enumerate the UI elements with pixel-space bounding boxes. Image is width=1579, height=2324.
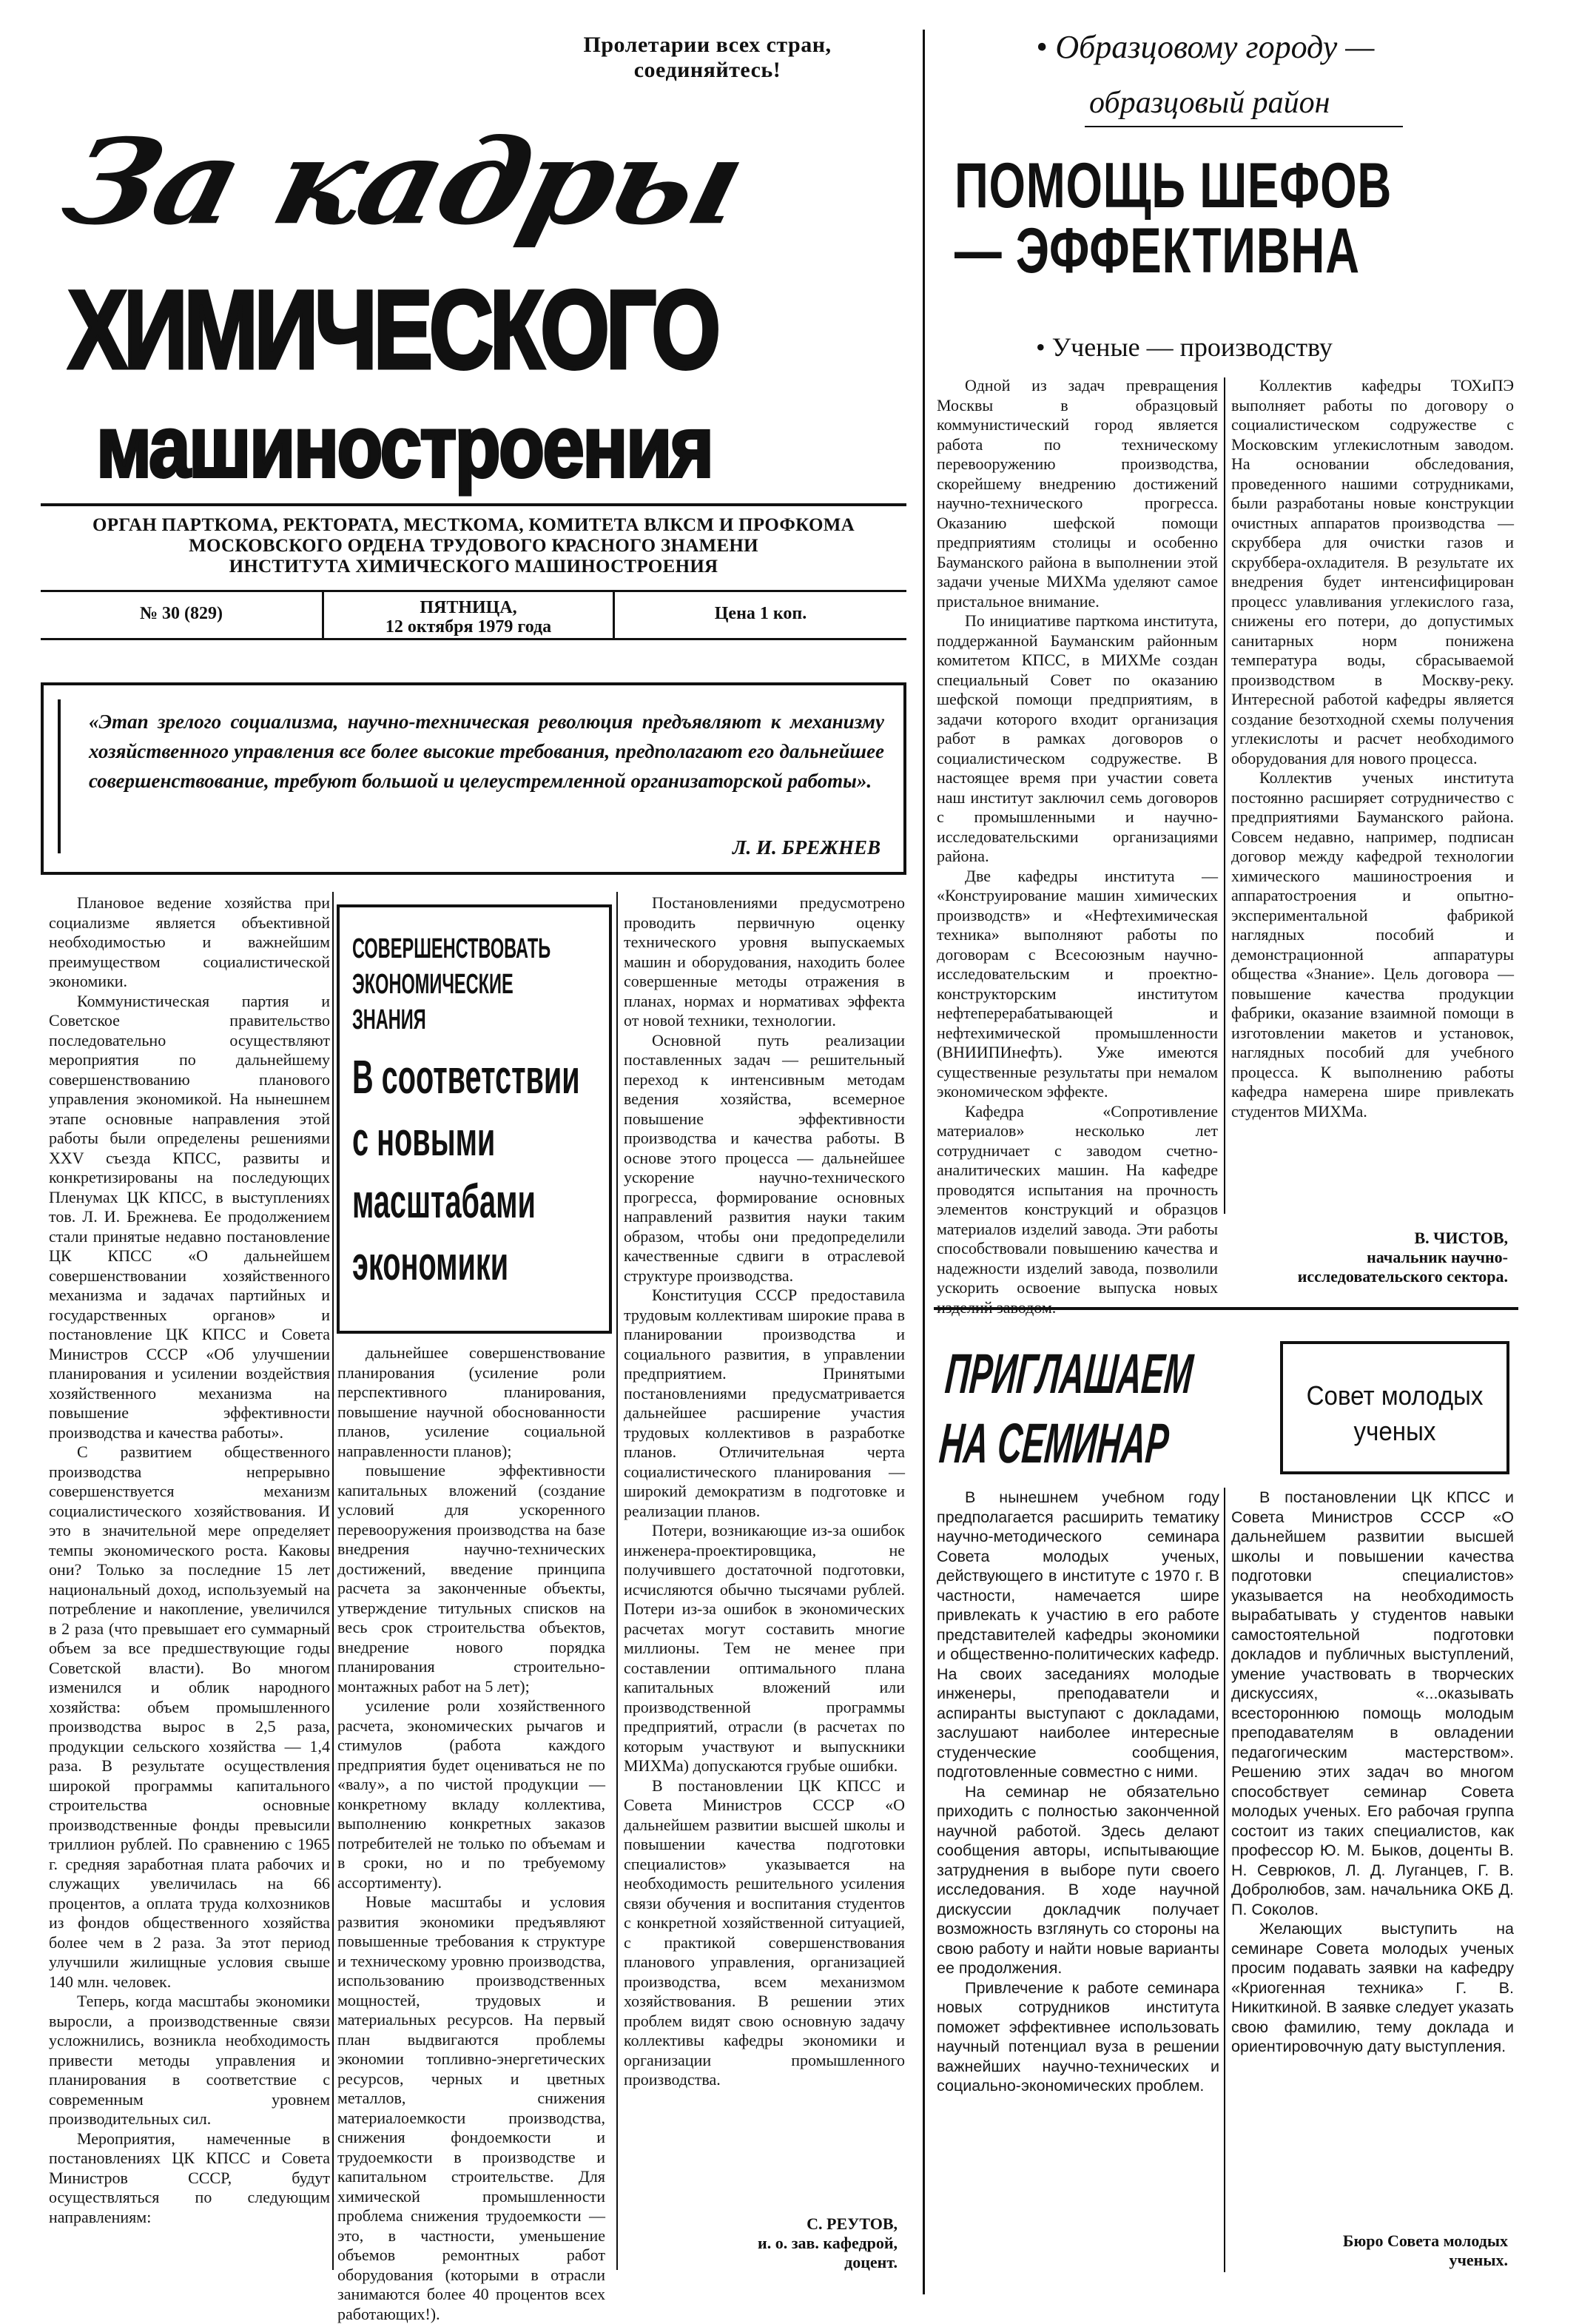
economics-col-divider-2 bbox=[616, 892, 618, 2270]
patronage-kicker-sub: образцовый район bbox=[1089, 86, 1330, 120]
seminar-column-2: В постановлении ЦК КПСС и Совета Министров СССР «О дальнейшем развитии высшей школы и повышении качества подготовки специалистов» указывается на необходимость вырабатывать у студентов навыки самостоятельной подготовки докладов и публичных выступлений, умение участвовать в творческих дискуссиях, «...оказывать всестороннюю помощь молодым преподавателям в овладении педагогическим мастерством». Решению этих задач во многом способствует семинар Совета молодых ученых. Его рабочая группа состоит из таких специалистов, как профессор Ю. М. Быков, доценты В. Н. Севрюков, Л. Д. Луганцев, Г. В. Добролюбов, зам. начальника ОКБ Д. П. Соколов. Желающих выступить на семинаре Совета молодых ученых просим подавать заявки на кафедру «Криогенная техника» Г. В. Никиткиной. В заявке следует указать свою фамилию, тему доклада и ориентировочную дату выступления. bbox=[1231, 1488, 1514, 2055]
issue-price: Цена 1 коп. bbox=[714, 604, 807, 623]
patronage-column-2: Коллектив кафедры ТОХиПЭ выполняет работы по договору о социалистическом содружестве с Московским углекислотным заводом. На основании обследования, проведенного нашими сотрудниками, были разработаны новые конструкции очистных аппаратов производства — скруббера для очистки газов и скруббера-охладителя. В результате их внедрения будет интенсифицирован процесс улавливания углекислого газа, снижены его потери, до допустимых санитарных норм понижена температура воды, сбрасываемой производством в Москву-реку. Интересной работой кафедры является создание безотходной схемы получения углекислоты и расчет необходимого оборудования для нового процесса. Коллектив ученых института постоянно расширяет сотрудничество с предприятиями Бауманского района. Совсем недавно, например, подписан договор между кафедрой технологии химического машиностроения и аппаратостроения и опытно-экспериментальной фабрикой наглядных пособий и демонстрационной аппаратуры общества «Знание». Цель договора — повышение качества продукции фабрики, оказание взаимной помощи в изготовлении макетов и установок, наглядных пособий для учебного процесса. К выполнению работы кафедра намерена шире привлекать студентов МИХМа. bbox=[1231, 376, 1514, 1121]
quote-text: «Этап зрелого социализма, научно-техническая революция предъявляют к механизму хозяйственного управления все более высокие требования, предполагают его дальнейшее совершенствование, требуют большой и целеустремленной организаторской работы». bbox=[89, 711, 884, 792]
economics-rubric: СОВЕРШЕНСТВОВАТЬ ЭКОНОМИЧЕСКИЕ ЗНАНИЯ bbox=[352, 933, 551, 1035]
masthead-organ: ОРГАН ПАРТКОМА, РЕКТОРАТА, МЕСТКОМА, КОМИТЕТА ВЛКСМ И ПРОФКОМА МОСКОВСКОГО ОРДЕНА ТРУДОВОГО КРАСНОГО ЗНАМЕНИ ИНСТИТУТА ХИМИЧЕСКОГО МАШИНОСТРОЕНИЯ bbox=[92, 515, 855, 577]
issue-bar-bottom bbox=[41, 638, 906, 640]
page-column-divider bbox=[923, 30, 925, 2294]
right-section-divider bbox=[934, 1307, 1518, 1310]
economics-column-2: дальнейшее совершенствование планирования (усиление роли перспективного планирования, повышение научной обоснованности планов, усиление социальной направленности планов); повышение эффективности капитальных вложений (создание условий для ускоренного перевооружения производства на базе внедрения научно-технических достижений, введение принципа расчета за законченные объекты, утверждение титульных списков на весь срок строительства объектов, внедрение нового порядка планирования строительно-монтажных работ на 5 лет); усиление роли хозяйственного расчета, экономических рычагов и стимулов (работа каждого предприятия будет оцениваться не по «валу», а по чистой продукции — конкретному вкладу коллектива, выполнению конкретных заказов потребителей не только по объемам и в сроки, но и по требуемому ассортименту). Новые масштабы и условия развития экономики предъявляют повышенные требования к структуре и техническому уровню производства, использованию производственных мощностей, трудовых и материальных ресурсов. На первый план выдвигаются проблемы экономии топливно-энергетических ресурсов, черных и цветных металлов, снижения материалоемкости производства, снижения фондоемкости и трудоемкости в производстве и капитальном строительстве. Для химической промышленности проблема снижения трудоемкости — это, в частности, уменьшение объемов ремонтных работ оборудования (которыми в отрасли занимаются более 40 процентов всех работающих!). bbox=[337, 1343, 605, 2323]
quote-bar bbox=[58, 699, 61, 853]
seminar-col-divider bbox=[1224, 1488, 1225, 2272]
quote-author: Л. И. БРЕЖНЕВ bbox=[733, 836, 881, 859]
economics-headline: В соответствии с новыми масштабами экономики bbox=[352, 1050, 580, 1290]
issue-number: № 30 (829) bbox=[139, 604, 223, 623]
seminar-signature: Бюро Совета молодых ученых. bbox=[1342, 2231, 1508, 2269]
masthead-title-script: За кадры bbox=[50, 112, 756, 251]
issue-bar-top bbox=[41, 590, 906, 592]
masthead-title-block: ХИМИЧЕСКОГО bbox=[68, 267, 718, 392]
economics-col-divider-1 bbox=[332, 892, 334, 2270]
patronage-headline: ПОМОЩЬ ШЕФОВ — ЭФФЕКТИВНА bbox=[955, 150, 1393, 286]
seminar-column-1: В нынешнем учебном году предполагается расширить тематику научно-методического семинара Совета молодых ученых, действующего в институте с 1970 г. В частности, намечается шире привлекать к участию в его работе представителей кафедры экономики и общественно-политических кафедр. На своих заседаниях молодые инженеры, преподаватели и аспиранты выступают с докладами, заслушают наиболее интересные студенческие сообщения, подготовленные совместно с ними. На семинар не обязательно приходить с полностью законченной научной работой. Здесь делают сообщения авторы, испытывающие затруднения в выборе пути своего исследования. В ходе научной дискуссии докладчик получает возможность взглянуть со стороны на свою работу и найти новые варианты ее продолжения. Привлечение к работе семинара новых сотрудников института поможет эффективнее использовать научный потенциал вуза в решении важнейших научно-технических и социально-экономических проблем. bbox=[937, 1488, 1219, 2095]
seminar-headline: ПРИГЛАШАЕМ НА СЕМИНАР bbox=[937, 1343, 1196, 1475]
patronage-kicker: • Образцовому городу — bbox=[1036, 29, 1375, 65]
patronage-kicker-underline bbox=[1085, 126, 1403, 127]
economics-column-1: Плановое ведение хозяйства при социализме является объективной необходимостью и важнейшим преимуществом социалистической экономики. Коммунистическая партия и Советское правительство последовательно осуществляют мероприятия по дальнейшему совершенствованию планового управления экономикой. На нынешнем этапе основные направления этой работы были определены решениями XXV съезда КПСС, развиты и конкретизированы на последующих Пленумах ЦК КПСС, в выступлениях тов. Л. И. Брежнева. Ее продолжением стали принятые недавно постановление ЦК КПСС «О дальнейшем совершенствовании хозяйственного механизма и задачах партийных и государственных органов» и постановление ЦК КПСС и Совета Министров СССР «Об улучшении планирования и усилении воздействия хозяйственного механизма на повышение эффективности производства и качества работы». С развитием общественного производства непрерывно совершенствуется механизм социалистического хозяйствования. И это в значительной мере определяет темпы экономического роста. Каковы они? Только за последние 15 лет национальный доход, используемый на потребление и накопление, увеличился в 2 раза (что превышает его суммарный объем за все предшествующие годы Советской власти). Во многом изменился и облик народного хозяйства: объем промышленного производства вырос в 2,5 раза, продукции сельского хозяйства — 1,4 раза. В результате осуществления широкой программы капитального строительства основные производственные фонды превысили триллион рублей. По сравнению с 1965 г. средняя заработная плата рабочих и служащих увеличилась на 66 процентов, а оплата труда колхозников из фондов общественного хозяйства более чем в 2 раза. За этот период улучшили жилищные условия свыше 140 млн. человек. Теперь, когда масштабы экономики выросли, а производственные связи усложнились, возникла необходимость привести методы управления и планирования в соответствие с современным уровнем производительных сил. Мероприятия, намеченные в постановлениях ЦК КПСС и Совета Министров СССР, будут осуществляться по следующим направлениям: bbox=[49, 893, 330, 2226]
patronage-column-1: Одной из задач превращения Москвы в образцовый коммунистический город является работа по техническому перевооружению производства, скорейшему внедрению достижений научно-технического прогресса. Оказанию шефской помощи предприятиям столицы и особенно Бауманского района в выполнении этой задачи ученые МИХМа уделяют самое пристальное внимание. По инициативе парткома института, поддержанной Бауманским районным комитетом КПСС, в МИХМе создан специальный Совет по оказанию шефской помощи предприятиям, в задачи которого входит организация работ в рамках договоров о социалистическом содружестве. В настоящее время при участии совета наш институт заключил семь договоров с промышленными и научно-исследовательскими организациями района. Две кафедры института — «Конструирование машин химических производств» и «Нефтехимическая техника» выполняют работы по договорам с Всесоюзным научно-исследовательским и проектно-конструкторским институтом нефтеперерабатывающей и нефтехимической промышленности (ВНИИПИнефть). Уже имеются существенные результаты при немалом экономическом эффекте. Кафедра «Сопротивление материалов» несколько лет сотрудничает с заводом счетно-аналитических машин. На кафедре проводятся испытания на прочность элементов конструкций и образцов материалов изделий завода. Эти работы способствовали повышению качества и надежности изделий завода, позволили ускорить освоение выпуска новых bbox=[937, 376, 1218, 1297]
patronage-subkicker: • Ученые — производству bbox=[1036, 332, 1333, 362]
economics-signature: С. РЕУТОВ, и. о. зав. кафедрой, доцент. bbox=[758, 2214, 898, 2271]
issue-date: ПЯТНИЦА, 12 октября 1979 года bbox=[385, 598, 552, 637]
patronage-col-divider bbox=[1224, 377, 1225, 1214]
patronage-signature: В. ЧИСТОВ, начальник научно- исследовательского сектора. bbox=[1297, 1229, 1508, 1286]
masthead-title-heavy: машиностроения bbox=[96, 398, 713, 496]
masthead-divider bbox=[41, 503, 906, 506]
masthead-motto: Пролетарии всех стран, соединяйтесь! bbox=[583, 33, 832, 82]
seminar-rubric: Совет молодых ученых bbox=[1306, 1380, 1484, 1446]
economics-column-3: Постановлениями предусмотрено проводить первичную оценку технического уровня выпускаемых машин и оборудования, находить более совершенные методы отражения в планах, нормах и нормативах эффекта от новой техники, технологии. Основной путь реализации поставленных задач — решительный переход к интенсивным методам ведения хозяйства, всемерное повышение эффективности производства и качества работы. В основе этого процесса — дальнейшее ускорение научно-технического прогресса, формирование основных направлений развития науки таким образом, чтобы они предопределили качественные сдвиги в отраслевой структуре производства. Конституция СССР предоставила трудовым коллективам широкие права в планировании производства и социального развития, в управлении предприятием. Принятыми постановлениями предусматривается дальнейшее расширение участия трудовых коллективов в разработке планов. Отличительная черта социалистического планирования — широкий демократизм в подготовке и реализации планов. Потери, возникающие из-за ошибок инженера-проектировщика, не получившего достаточной подготовки, исчисляются обычно тысячами рублей. Потери из-за ошибок в экономических расчетах могут составить многие миллионы. Тем не менее при составлении оптимального плана капитальных вложений или производственной программы предприятий, отрасли (в расчетах по которым участвуют и выпускники МИХМа) допускаются грубые ошибки. В постановлении ЦК КПСС и Совета Министров СССР «О дальнейшем развитии высшей школы и повышении качества подготовки специалистов» указывается на необходимость решительного усиления связи обучения и воспитания студентов с конкретной хозяйственной ситуацией, с практикой совершенствования планового управления, организацией производства, всем механизмом хозяйствования. В решении этих проблем видят свою основную задачу коллективы кафедры экономики и организации промышленного производства. bbox=[624, 893, 905, 2089]
